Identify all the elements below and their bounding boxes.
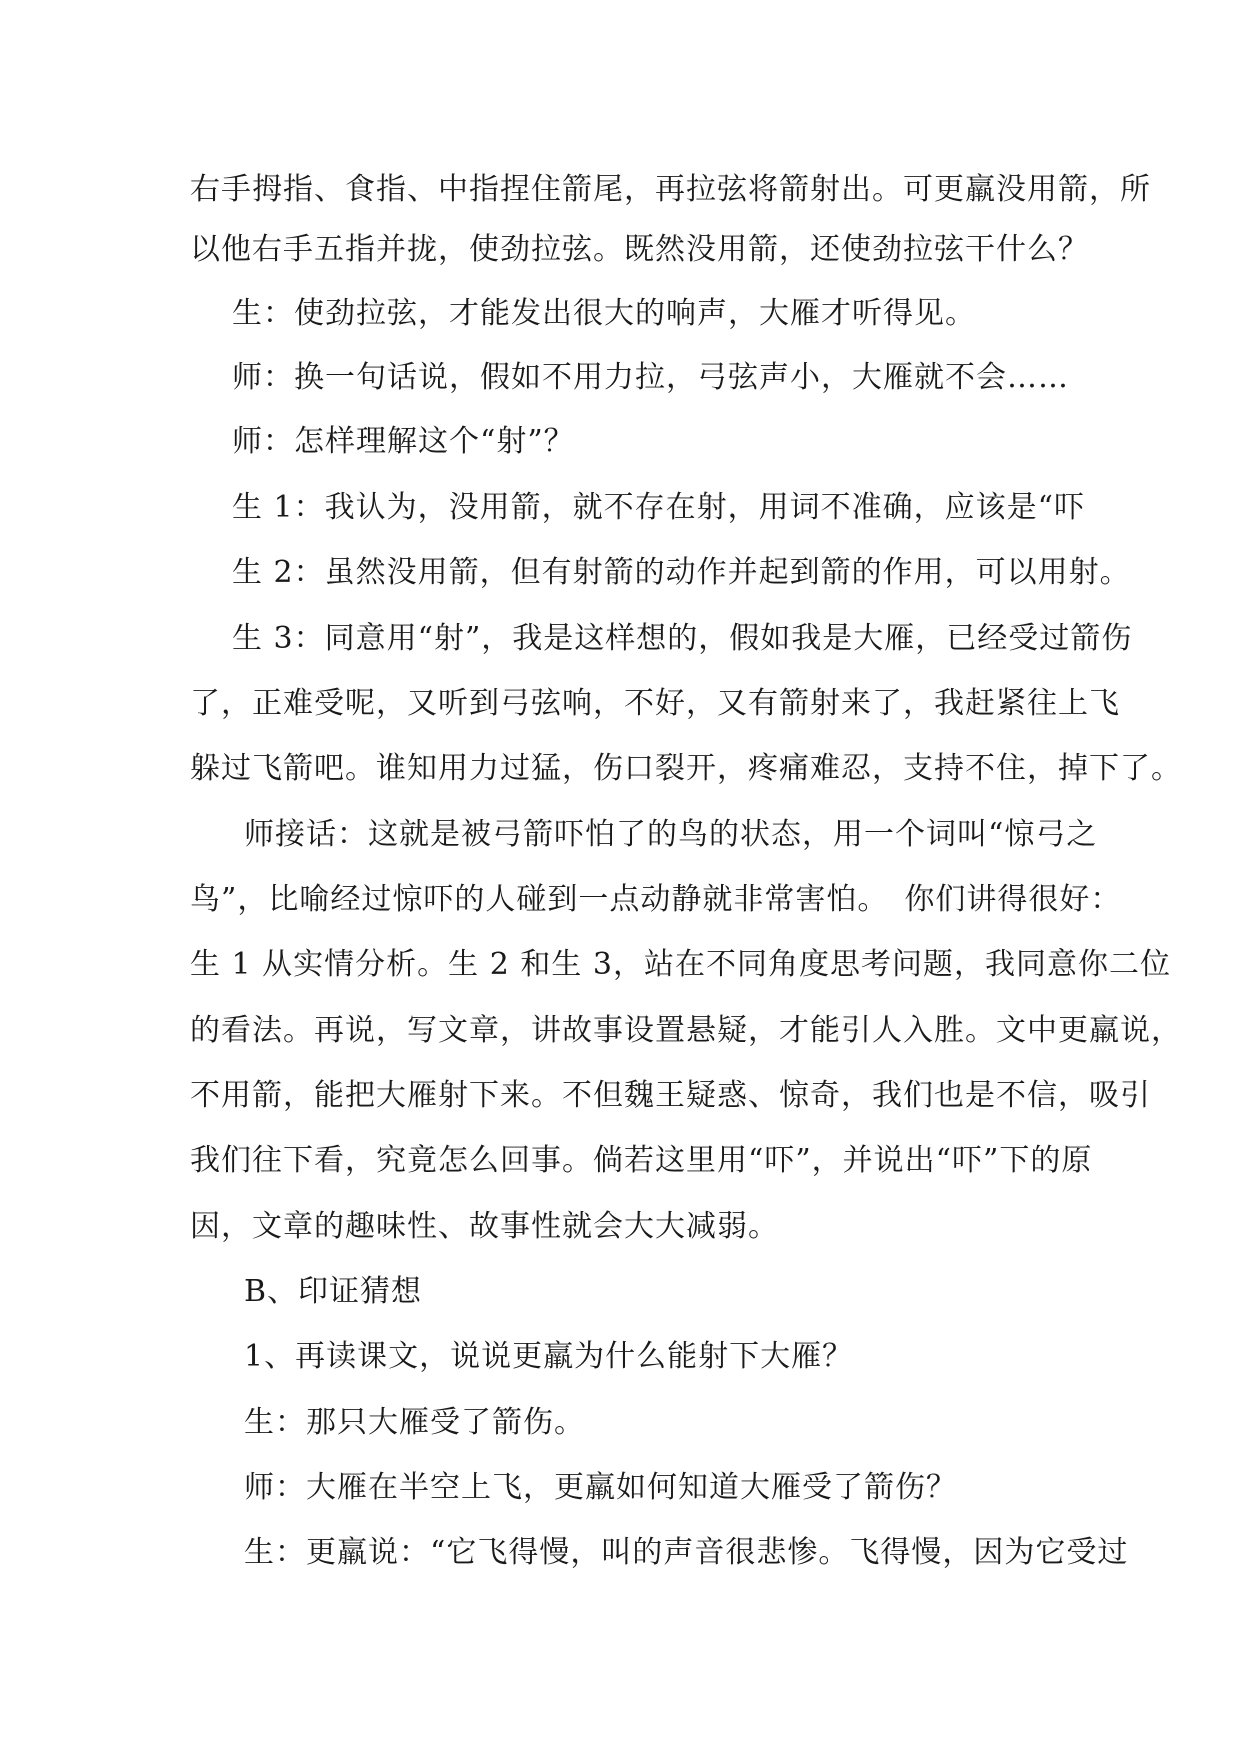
text-line-22: 生：更羸说：“它飞得慢，叫的声音很悲惨。飞得慢，因为它受过 [244,1535,1129,1570]
text-line-2: 以他右手五指并拢，使劲拉弦。既然没用箭，还使劲拉弦干什么？ [190,232,1089,267]
text-line-6: 生 1：我认为，没用箭，就不存在射，用词不准确，应该是“吓 [232,490,1085,525]
text-line-16: 我们往下看，究竟怎么回事。倘若这里用“吓”，并说出“吓”下的原 [190,1143,1093,1178]
text-line-7: 生 2：虽然没用箭，但有射箭的动作并起到箭的作用，可以用射。 [232,555,1131,590]
text-line-13: 生 1 从实情分析。生 2 和生 3，站在不同角度思考问题，我同意你二位 [190,947,1171,982]
text-line-3: 生：使劲拉弦，才能发出很大的响声，大雁才听得见。 [232,296,976,331]
text-line-17: 因，文章的趣味性、故事性就会大大减弱。 [190,1209,779,1244]
text-line-21: 师：大雁在半空上飞，更羸如何知道大雁受了箭伤？ [244,1470,957,1505]
section-heading-b: B、印证猜想 [244,1274,423,1309]
text-line-1: 右手拇指、食指、中指捏住箭尾，再拉弦将箭射出。可更羸没用箭，所 [190,172,1151,207]
text-line-10: 躲过飞箭吧。谁知用力过猛，伤口裂开，疼痛难忍，支持不住，掉下了。 [190,751,1182,786]
text-line-14: 的看法。再说，写文章，讲故事设置悬疑，才能引人入胜。文中更羸说， [190,1013,1182,1048]
text-line-9: 了，正难受呢，又听到弓弦响，不好，又有箭射来了，我赶紧往上飞 [190,686,1120,721]
text-line-19: 1、再读课文，说说更羸为什么能射下大雁？ [244,1339,854,1374]
text-line-15: 不用箭，能把大雁射下来。不但魏王疑惑、惊奇，我们也是不信，吸引 [190,1078,1151,1113]
text-line-12: 鸟”，比喻经过惊吓的人碰到一点动静就非常害怕。 你们讲得很好： [190,882,1122,917]
text-line-20: 生：那只大雁受了箭伤。 [244,1405,585,1440]
text-line-5: 师：怎样理解这个“射”？ [232,424,575,459]
text-line-11: 师接话：这就是被弓箭吓怕了的鸟的状态，用一个词叫“惊弓之 [244,817,1098,852]
text-line-4: 师：换一句话说，假如不用力拉，弓弦声小，大雁就不会…… [232,360,1069,395]
text-line-8: 生 3：同意用“射”，我是这样想的，假如我是大雁，已经受过箭伤 [232,621,1133,656]
